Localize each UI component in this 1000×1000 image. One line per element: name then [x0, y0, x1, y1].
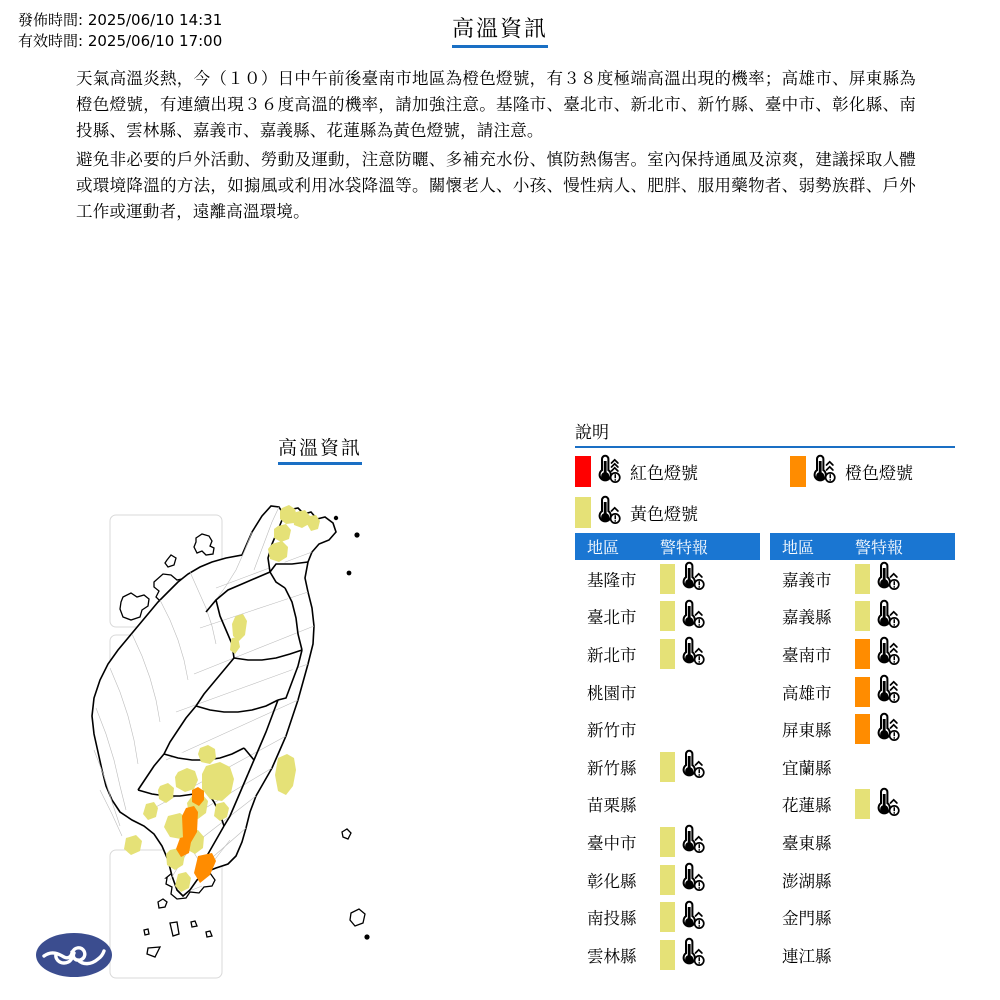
legend-label-orange: 橙色燈號 [845, 464, 913, 484]
thermometer-high-icon [872, 636, 902, 671]
region-name: 宜蘭縣 [782, 758, 832, 778]
region-name: 雲林縣 [587, 946, 637, 966]
warning-swatch [660, 564, 675, 594]
table-row[interactable] [770, 936, 955, 974]
table-row[interactable] [575, 635, 760, 673]
region-name: 桃園市 [587, 683, 637, 703]
warning-cell [660, 824, 760, 859]
warning-cell [660, 749, 760, 784]
issue-time: 發佈時間: 2025/06/10 14:31 [18, 11, 223, 29]
legend-item-orange [790, 454, 913, 489]
legend-swatch-yellow [575, 497, 591, 528]
map-title-text: 高溫資訊 [278, 433, 362, 465]
thermometer-high-icon [593, 495, 623, 530]
table-row[interactable] [770, 898, 955, 936]
table-row[interactable] [575, 710, 760, 748]
warning-cell [660, 937, 760, 972]
thermometer-high-icon [872, 674, 902, 709]
advisory-text [76, 66, 916, 225]
table-row[interactable] [575, 823, 760, 861]
region-name: 花蓮縣 [782, 796, 832, 816]
warning-cell [855, 599, 955, 634]
thermometer-high-icon [677, 824, 707, 859]
table-row[interactable] [575, 748, 760, 786]
legend-item-yellow [575, 495, 790, 530]
table-row[interactable] [770, 710, 955, 748]
region-name: 屏東縣 [782, 721, 832, 741]
region-name: 臺南市 [782, 645, 832, 665]
region-name: 彰化縣 [587, 871, 637, 891]
table-row[interactable] [575, 936, 760, 974]
legend-label-yellow: 黃色燈號 [630, 505, 698, 525]
thermometer-high-icon [593, 454, 623, 489]
warning-cell [660, 862, 760, 897]
warning-swatch [660, 902, 675, 932]
advisory-paragraph-2: 避免非必要的戶外活動、勞動及運動，注意防曬、多補充水份、慎防熱傷害。室內保持通風及涼爽，建議採取人體或環境降溫的方法，如搧風或利用冰袋降溫等。關懷老人、小孩、慢性病人、肥胖、服用藥物者、弱勢族群、戶外工作或運動者，遠離高溫環境。 [76, 150, 916, 221]
warning-cell [855, 787, 955, 822]
table-row[interactable] [575, 560, 760, 598]
region-name: 基隆市 [587, 570, 637, 590]
column-header-region: 地區 [782, 538, 815, 557]
region-name: 新竹市 [587, 721, 637, 741]
legend-label-red: 紅色燈號 [630, 464, 698, 484]
warning-cell [855, 636, 955, 671]
warning-cell [660, 599, 760, 634]
thermometer-high-icon [872, 787, 902, 822]
warning-swatch [660, 827, 675, 857]
warning-swatch [660, 639, 675, 669]
warning-swatch [660, 752, 675, 782]
region-name: 金門縣 [782, 909, 832, 929]
warning-swatch [855, 639, 870, 669]
table-row[interactable] [770, 786, 955, 824]
warning-cell [660, 900, 760, 935]
legend-swatch-red [575, 456, 591, 487]
warning-swatch [855, 564, 870, 594]
warning-swatch [855, 714, 870, 744]
warning-swatch [660, 601, 675, 631]
thermometer-high-icon [808, 454, 838, 489]
table-row[interactable] [770, 823, 955, 861]
region-name: 嘉義市 [782, 570, 832, 590]
table-row[interactable] [575, 861, 760, 899]
table-row[interactable] [770, 560, 955, 598]
thermometer-high-icon [872, 599, 902, 634]
warning-cell [660, 561, 760, 596]
table-row[interactable] [770, 635, 955, 673]
legend [575, 418, 955, 530]
thermometer-high-icon [677, 561, 707, 596]
thermometer-high-icon [872, 712, 902, 747]
offshore-islets [334, 516, 370, 940]
table-row[interactable] [770, 598, 955, 636]
table-body-left [575, 560, 760, 974]
table-row[interactable] [770, 748, 955, 786]
region-warning-tables [575, 533, 955, 974]
region-name: 臺中市 [587, 833, 637, 853]
thermometer-high-icon [677, 749, 707, 784]
column-header-warning: 警特報 [660, 538, 709, 557]
table-row[interactable] [770, 673, 955, 711]
region-table-left [575, 533, 760, 974]
valid-time: 有效時間: 2025/06/10 17:00 [18, 32, 223, 50]
legend-item-red [575, 454, 790, 489]
thermometer-high-icon [677, 636, 707, 671]
thermometer-high-icon [677, 599, 707, 634]
region-name: 澎湖縣 [782, 871, 832, 891]
table-row[interactable] [575, 786, 760, 824]
region-table-right [770, 533, 955, 974]
taiwan-warning-map[interactable] [20, 460, 560, 980]
table-row[interactable] [575, 673, 760, 711]
warning-swatch [660, 865, 675, 895]
table-body-right [770, 560, 955, 974]
warning-swatch [855, 789, 870, 819]
page-title [0, 12, 1000, 48]
warning-cell [855, 712, 955, 747]
column-header-warning: 警特報 [855, 538, 904, 557]
region-name: 新北市 [587, 645, 637, 665]
page-title-text: 高溫資訊 [452, 12, 548, 48]
warning-cell [660, 636, 760, 671]
warning-cell [855, 674, 955, 709]
thermometer-high-icon [677, 862, 707, 897]
region-name: 苗栗縣 [587, 796, 637, 816]
table-row[interactable] [575, 898, 760, 936]
map-panel [20, 420, 560, 1000]
warning-swatch [855, 677, 870, 707]
table-header-left [575, 533, 760, 560]
thermometer-high-icon [677, 937, 707, 972]
warning-swatch [660, 940, 675, 970]
advisory-paragraph-1: 天氣高溫炎熱，今（１０）日中午前後臺南市地區為橙色燈號，有３８度極端高溫出現的機率；高雄市、屏東縣為橙色燈號，有連續出現３６度高溫的機率，請加強注意。基隆市、臺北市、新北市、新竹縣、臺中市、彰化縣、南投縣、雲林縣、嘉義市、嘉義縣、花蓮縣為黃色燈號，請注意。 [76, 69, 916, 140]
region-name: 南投縣 [587, 909, 637, 929]
legend-heading: 說明 [575, 418, 955, 448]
table-header-right [770, 533, 955, 560]
table-row[interactable] [770, 861, 955, 899]
table-row[interactable] [575, 598, 760, 636]
warning-swatch [855, 601, 870, 631]
region-name: 新竹縣 [587, 758, 637, 778]
warning-cell [855, 561, 955, 596]
thermometer-high-icon [677, 900, 707, 935]
legend-row [575, 454, 955, 489]
region-name: 嘉義縣 [782, 608, 832, 628]
legend-swatch-orange [790, 456, 806, 487]
region-name: 連江縣 [782, 946, 832, 966]
column-header-region: 地區 [587, 538, 620, 557]
region-name: 臺東縣 [782, 833, 832, 853]
region-name: 高雄市 [782, 683, 832, 703]
cwa-logo [34, 930, 114, 980]
region-name: 臺北市 [587, 608, 637, 628]
thermometer-high-icon [872, 561, 902, 596]
legend-row [575, 495, 955, 530]
